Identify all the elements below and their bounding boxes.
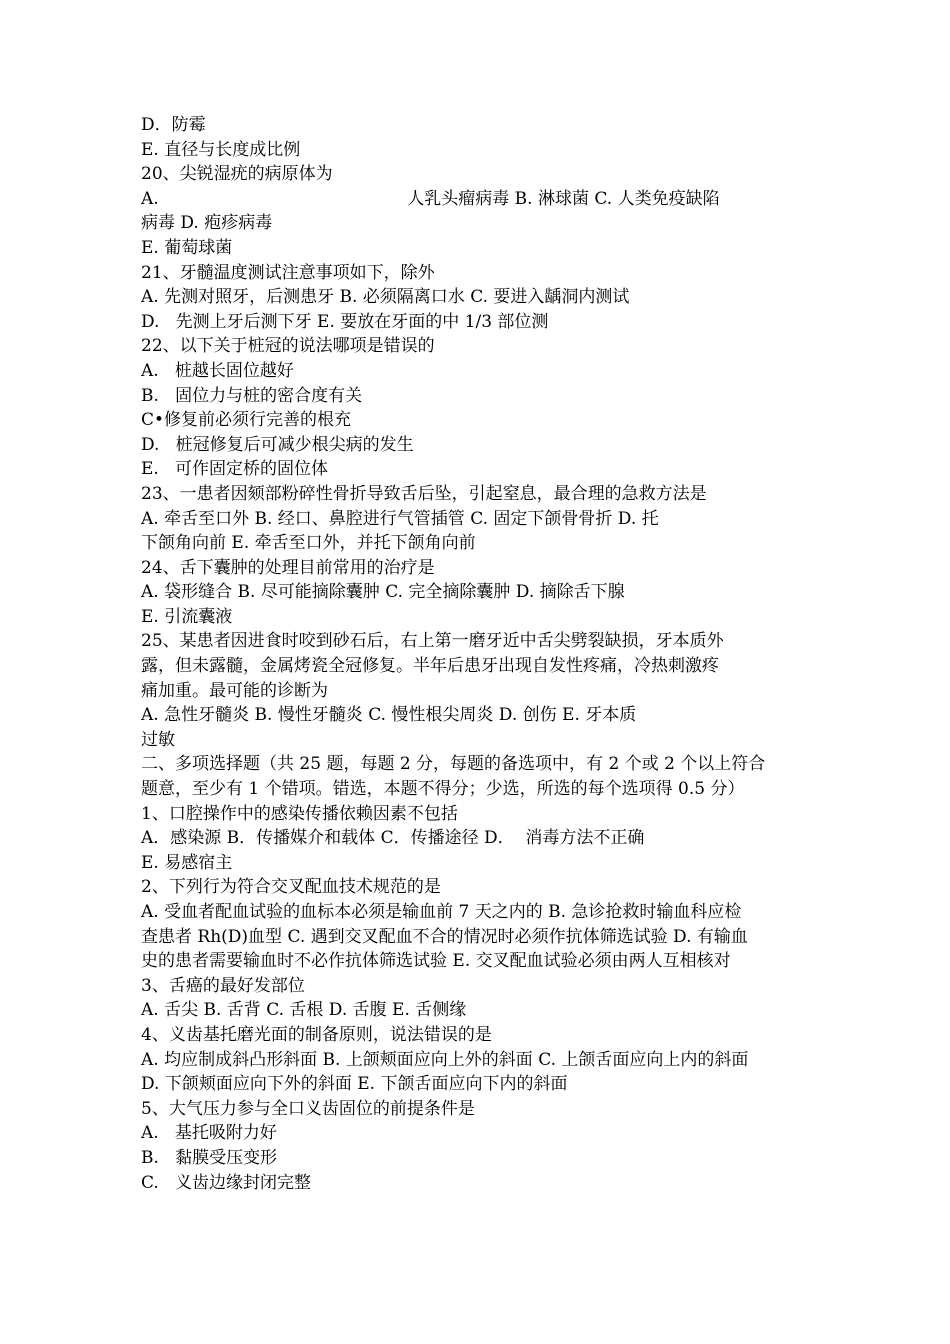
text-line: 5、大气压力参与全口义齿固位的前提条件是 bbox=[141, 1098, 475, 1119]
text-line: 查患者 Rh(D)血型 C. 遇到交叉配血不合的情况时必须作抗体筛选试验 D. 有输血 bbox=[141, 926, 748, 947]
text-line: A. 受血者配血试验的血标本必须是输血前 7 天之内的 B. 急诊抢救时输血科应检 bbox=[141, 902, 742, 922]
text-line: 25、某患者因进食时咬到砂石后，右上第一磨牙近中舌尖劈裂缺损，牙本质外 bbox=[141, 631, 724, 652]
text-line: 23、一患者因颏部粉碎性骨折导致舌后坠，引起窒息，最合理的急救方法是 bbox=[141, 483, 707, 504]
text-line: A. 牵舌至口外 B. 经口、鼻腔进行气管插管 C. 固定下颌骨骨折 D. 托 bbox=[141, 508, 659, 529]
text-line: C. 义齿边缘封闭完整 bbox=[141, 1172, 312, 1193]
text-line: 21、牙髓温度测试注意事项如下，除外 bbox=[141, 262, 435, 283]
text-line: E. 可作固定桥的固位体 bbox=[141, 459, 329, 480]
text-line: D. 桩冠修复后可减少根尖病的发生 bbox=[141, 434, 414, 455]
text-line: 1、口腔操作中的感染传播依赖因素不包括 bbox=[141, 803, 458, 824]
text-line: 病毒 D. 疱疹病毒 bbox=[141, 213, 273, 234]
text-line: 20、尖锐湿疣的病原体为 bbox=[141, 164, 333, 185]
text-line: A. 均应制成斜凸形斜面 B. 上颌颊面应向上外的斜面 C. 上颌舌面应向上内的斜面 bbox=[141, 1049, 749, 1070]
text-line: 22、以下关于桩冠的说法哪项是错误的 bbox=[141, 336, 435, 357]
text-line: A. 基托吸附力好 bbox=[141, 1123, 277, 1144]
document-body bbox=[141, 113, 813, 1195]
text-line: A. 急性牙髓炎 B. 慢性牙髓炎 C. 慢性根尖周炎 D. 创伤 E. 牙本质 bbox=[141, 705, 637, 726]
text-line: 题意，至少有 1 个错项。错选，本题不得分；少选，所选的每个选项得 0.5 分） bbox=[141, 779, 745, 800]
text-line: E. 直径与长度成比例 bbox=[141, 139, 301, 160]
text-line: 24、舌下囊肿的处理目前常用的治疗是 bbox=[141, 557, 435, 578]
text-line: 痛加重。最可能的诊断为 bbox=[141, 680, 328, 701]
text-line: 史的患者需要输血时不必作抗体筛选试验 E. 交叉配血试验必须由两人互相核对 bbox=[141, 951, 731, 972]
text-line: B. 黏膜受压变形 bbox=[141, 1147, 278, 1168]
text-line: 二、多项选择题（共 25 题，每题 2 分，每题的备选项中，有 2 个或 2 个以上符合 bbox=[141, 754, 766, 775]
text-line: 2、下列行为符合交叉配血技术规范的是 bbox=[141, 877, 441, 898]
text-line: D．防霉 bbox=[141, 115, 206, 135]
text-line: A. 袋形缝合 B. 尽可能摘除囊肿 C. 完全摘除囊肿 D. 摘除舌下腺 bbox=[141, 582, 625, 603]
text-line: 过敏 bbox=[141, 729, 175, 750]
text-line: A. 舌尖 B. 舌背 C. 舌根 D. 舌腹 E. 舌侧缘 bbox=[141, 1000, 467, 1021]
text-line: D. 先测上牙后测下牙 E. 要放在牙面的中 1/3 部位测 bbox=[141, 311, 549, 332]
text-line: 下颌角向前 E. 牵舌至口外，并托下颌角向前 bbox=[141, 533, 476, 554]
text-line: A. 先测对照牙，后测患牙 B. 必须隔离口水 C. 要进入龋洞内测试 bbox=[141, 287, 630, 308]
text-line: E. 引流囊液 bbox=[141, 606, 233, 627]
text-line: 4、义齿基托磨光面的制备原则，说法错误的是 bbox=[141, 1024, 492, 1045]
text-line: E. 易感宿主 bbox=[141, 852, 233, 873]
text-line: D. 下颌颊面应向下外的斜面 E. 下颌舌面应向下内的斜面 bbox=[141, 1074, 568, 1095]
text-line: 露，但未露髓，金属烤瓷全冠修复。半年后患牙出现自发性疼痛，冷热刺激疼 bbox=[141, 656, 719, 677]
text-line: C•修复前必须行完善的根充 bbox=[141, 410, 352, 431]
text-line: B. 固位力与桩的密合度有关 bbox=[141, 385, 363, 406]
text-line: A．感染源 B．传播媒介和载体 C．传播途径 D． 消毒方法不正确 bbox=[141, 828, 645, 849]
text-line: 3、舌癌的最好发部位 bbox=[141, 975, 305, 996]
text-line: A. 人乳头瘤病毒 B. 淋球菌 C. 人类免疫缺陷 bbox=[141, 188, 720, 209]
text-line: E. 葡萄球菌 bbox=[141, 237, 233, 258]
text-line: A. 桩越长固位越好 bbox=[141, 360, 294, 381]
